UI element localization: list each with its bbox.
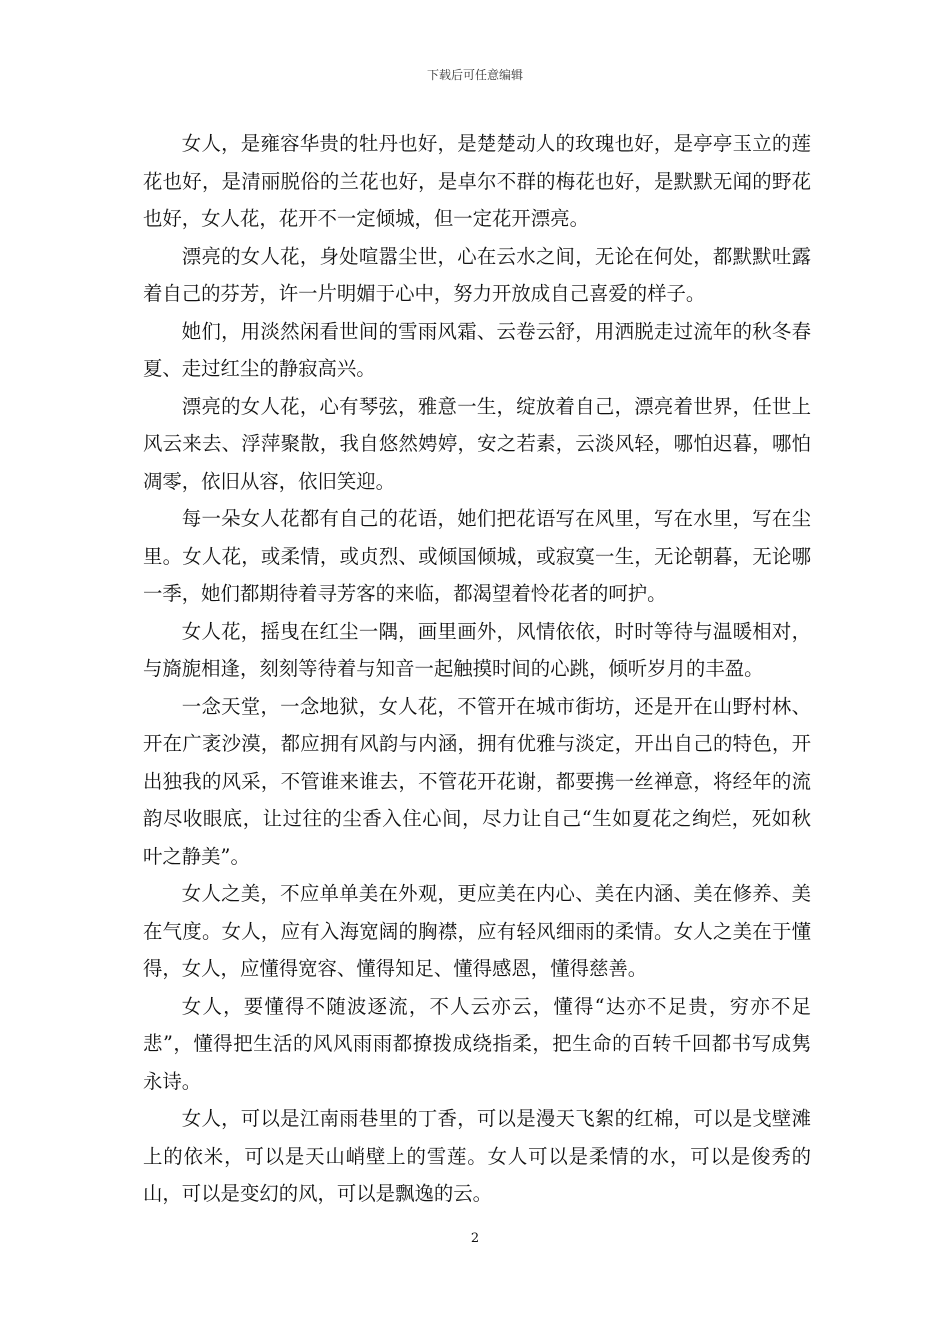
paragraph: 女人之美，不应单单美在外观，更应美在内心、美在内涵、美在修养、美在气度。女人，应有入海宽阔的胸襟，应有轻风细雨的柔情。女人之美在于懂得，女人，应懂得宽容、懂得知足、懂得感恩，懂得慈善。 bbox=[143, 882, 811, 980]
paragraph: 女人，可以是江南雨巷里的丁香，可以是漫天飞絮的红棉，可以是戈壁滩上的依米，可以是天山峭壁上的雪莲。女人可以是柔情的水，可以是俊秀的山，可以是变幻的风，可以是飘逸的云。 bbox=[143, 1107, 811, 1205]
paragraph: 一念天堂，一念地狱，女人花，不管开在城市街坊，还是开在山野村林、开在广袤沙漠，都应拥有风韵与内涵，拥有优雅与淡定，开出自己的特色，开出独我的风采，不管谁来谁去，不管花开花谢，都要携一丝禅意，将经年的流韵尽收眼底，让过往的尘香入住心间，尽力让自己“生如夏花之绚烂，死如秋叶之静美”。 bbox=[143, 694, 811, 868]
paragraph: 每一朵女人花都有自己的花语，她们把花语写在风里，写在水里，写在尘里。女人花，或柔情，或贞烈、或倾国倾城，或寂寞一生，无论朝暮，无论哪一季，她们都期待着寻芳客的来临，都渴望着怜花者的呵护。 bbox=[143, 507, 811, 605]
paragraph: 漂亮的女人花，心有琴弦，雅意一生，绽放着自己，漂亮着世界，任世上风云来去、浮萍聚散，我自悠然娉婷，安之若素，云淡风轻，哪怕迟暮，哪怕凋零，依旧从容，依旧笑迎。 bbox=[143, 394, 811, 493]
page-header: 下载后可任意编辑 bbox=[426, 68, 523, 82]
document-body bbox=[143, 125, 811, 1213]
paragraph: 女人，是雍容华贵的牡丹也好，是楚楚动人的玫瑰也好，是亭亭玉立的莲花也好，是清丽脱俗的兰花也好，是卓尔不群的梅花也好，是默默无闻的野花也好，女人花，花开不一定倾城，但一定花开漂亮。 bbox=[143, 132, 811, 230]
paragraph: 女人，要懂得不随波逐流，不人云亦云，懂得“达亦不足贵，穷亦不足悲”，懂得把生活的风风雨雨都撩拨成绕指柔，把生命的百转千回都书写成隽永诗。 bbox=[143, 994, 811, 1093]
paragraph: 女人花，摇曳在红尘一隅，画里画外，风情依依，时时等待与温暖相对，与旖旎相逢，刻刻等待着与知音一起触摸时间的心跳，倾听岁月的丰盈。 bbox=[143, 619, 811, 680]
paragraph: 她们，用淡然闲看世间的雪雨风霜、云卷云舒，用洒脱走过流年的秋冬春夏、走过红尘的静寂高兴。 bbox=[143, 319, 811, 380]
page-number: 2 bbox=[470, 1231, 480, 1246]
paragraph: 漂亮的女人花，身处喧嚣尘世，心在云水之间，无论在何处，都默默吐露着自己的芬芳，许一片明媚于心中，努力开放成自己喜爱的样子。 bbox=[143, 244, 811, 305]
